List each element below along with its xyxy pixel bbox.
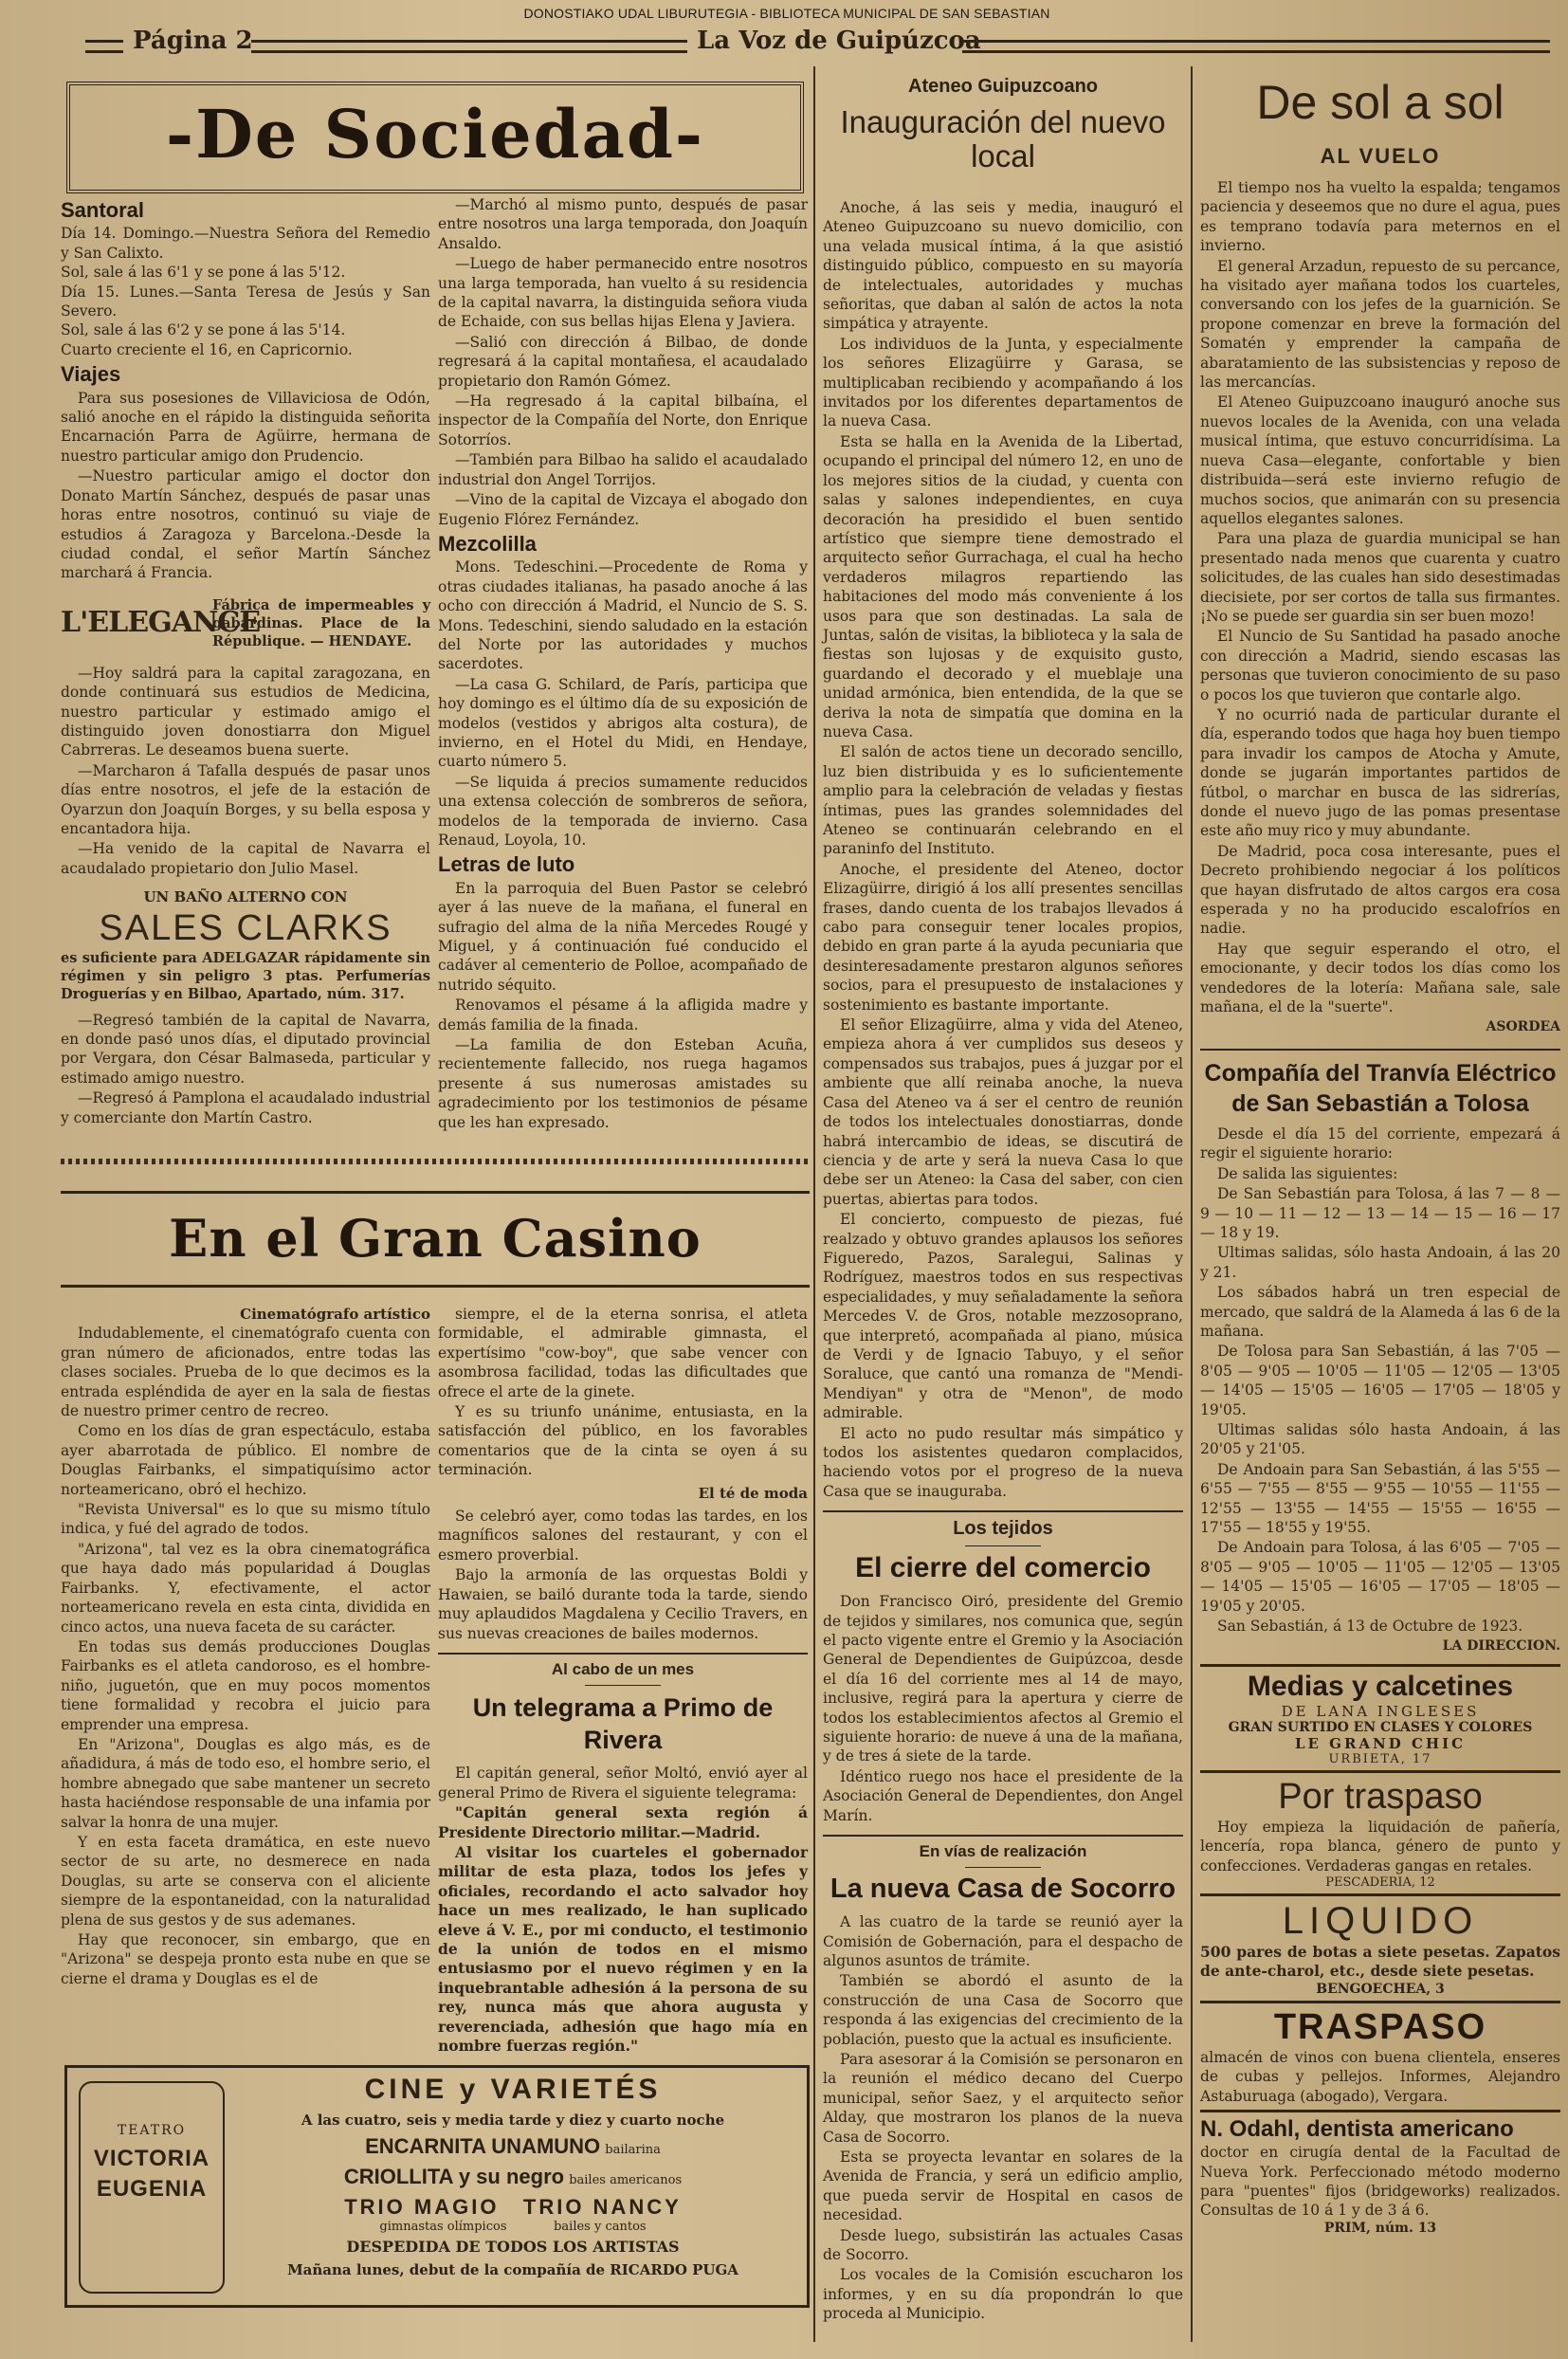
cine-act: ENCARNITA UNAMUNO [365,2134,601,2158]
cine-body [233,2074,793,2278]
tejidos-title: El cierre del comercio [855,1552,1151,1584]
traspaso2-text: almacén de vinos con buena clientela, enseres de cubas y pellejos. Informes, Alejandro Astaburuaga (abogado), Vergara. [1200,2048,1560,2105]
ateneo-paragraph: El señor Elizagüirre, alma y vida del Ateneo, empieza ahora á ver cumplidos sus deseos y compensados sus trabajos, pues á juzgar por el ambiente que allí reinaba anoche, la nueva Casa del Ateneo va á ser el centro de reunión de todos los intelectuales donostiarras, donde habrá intercambio de ideas, se discutirá de ciencia y de arte y será la nueva Casa lo que debe ser un Ateneo: la Casa del saber, con cien puertas, abiertas para todos. [823,1016,1183,1208]
sociedad-paragraph: —Marchó al mismo punto, después de pasar entre nosotros una larga temporada, don Joaquín Ansaldo. [438,196,808,252]
medias-title: Medias y calcetines [1247,1670,1514,1702]
primo-paragraph: "Capitán general sexta región á Presidente Directorio militar.—Madrid. [438,1803,808,1841]
medias-line: LE GRAND CHIC [1294,1734,1467,1752]
elegance-text: Fábrica de impermeables y gabardinas. Place de la République. — HENDAYE. [212,596,430,649]
sales-text: es suficiente para ADELGAZAR rápidamente sin régimen y sin peligro 3 ptas. Perfumerías Droguerías y en Bilbao, Apartado, núm. 317. [61,949,430,1002]
liquido-title: LIQUIDO [1282,1900,1479,1943]
cine-act-note: bailes americanos [569,2173,683,2187]
cine-ad [64,2065,810,2308]
letras-paragraph: En la parroquia del Buen Pastor se celebró ayer á las nueve de la mañana, el funeral en sufragio del alma de la niña Mercedes Rougé y Miguel, y á continuación fué conducido el cadáver al cementerio de Polloe, acompañado de nutrido séquito. [438,879,808,994]
casino-title-box [61,1191,810,1288]
ornament-divider [61,1159,810,1164]
casino-col1 [61,1305,430,1989]
tranvia-paragraph: Desde el día 15 del corriente, empezará á regir el siguiente horario: [1200,1125,1560,1162]
medias-line: GRAN SURTIDO EN CLASES Y COLORES [1228,1719,1533,1735]
cine-times: A las cuatro, seis y media tarde y diez y cuarto noche [301,2112,725,2129]
tejidos-paragraph: Don Francisco Oiró, presidente del Gremio de tejidos y similares, nos comunica que, según el pacto vigente entre el Gremio y la Asociación General de Dependientes de Guipúzcoa, desde el día 16 del corriente mes al 14 de mayo, inclusive, regirá para la apertura y cierre de todos los establecimientos afectos al Gremio el siguiente horario: de nueve á una de la mañana, y de tres á siete de la tarde. [823,1593,1183,1765]
sociedad-paragraph: —También para Bilbao ha salido el acaudalado industrial don Angel Torrijos. [438,451,808,488]
tranvia-signature: LA DIRECCION. [1442,1638,1560,1655]
medias-line: DE LANA INGLESES [1281,1702,1480,1720]
viajes-paragraph: Para sus posesiones de Villaviciosa de Odón, salió anoche en el rápido la distinguida señorita Encarnación Parra de Agüirre, hermana de nuestro particular amigo don Prudencio. [61,389,430,465]
elegance-logo: L'ELEGANCE [61,606,261,640]
tranvia-title: Compañía del Tranvía Eléctrico de San Sebastián a Tolosa [1204,1059,1557,1117]
tranvia-paragraph: Los sábados habrá un tren especial de mercado, que saldrá de la Alameda á las 6 de la mañana. [1200,1284,1560,1340]
dentista-title: N. Odahl, dentista americano [1200,2116,1514,2143]
desol-paragraph: El Ateneo Guipuzcoano inauguró anoche sus nuevos locales de la Avenida, con una velada musical íntima, que estuvo concurridísima. La nueva Casa—elegante, confortable y bien distribuida—será este invierno refugio de muchos socios, que animarán con su presencia aquellos elegantes salones. [1200,393,1560,527]
santoral-heading: Santoral [61,198,145,222]
mezcolilla-paragraph: —La casa G. Schilard, de París, participa que hoy domingo es el último día de su exposición de modelos (vestidos y abrigos alta costura), de invierno, en el Hotel du Midi, en Hendaye, cuarto número 5. [438,675,808,771]
casino-title: En el Gran Casino [169,1208,702,1269]
desol-paragraph: De Madrid, poca cosa interesante, pues el Decreto prohibiendo negociar á los políticos que hayan disfrutado de altos cargos era cosa esperada y no ha producido escalofríos en nadie. [1200,842,1560,938]
casino-paragraph: siempre, el de la eterna sonrisa, el atleta formidable, el admirable gimnasta, el expertísimo "cow-boy", que sabe vencer con asombrosa facilidad, todas las dificultades que ofrece el arte de la ginete. [438,1306,808,1400]
desol-paragraph: Hay que seguir esperando el otro, el emocionante, y decir todos los días como los vendedores de la lotería: Mañana sale, sale mañana, el de la "suerte". [1200,940,1560,1016]
santoral-line: Sol, sale á las 6'2 y se pone á las 5'14. [61,321,346,339]
letras-heading: Letras de luto [438,852,575,877]
viajes-paragraph: —Nuestro particular amigo el doctor don Donato Martín Sánchez, después de pasar unas horas entre nosotros, continuó su viaje de estudios á Zaragoza y Barcelona.-Desde la ciudad condal, el señor Martín Sánchez marchará á Francia. [61,467,430,582]
ateneo-paragraph: El salón de actos tiene un decorado sencillo, luz bien distribuida y es lo suficientemente amplio para la celebración de veladas y fiestas íntimas, pues las grandes solemnidades del Ateneo se continuarán celebrando en el paraninfo del Instituto. [823,743,1183,858]
sociedad-col2 [438,195,808,1133]
viajes-paragraph: —Regresó á Pamplona el acaudalado industrial y comerciante don Martín Castro. [61,1089,430,1126]
theatre-label: TEATRO [117,2123,187,2138]
cine-act: TRIO NANCY [522,2195,682,2219]
tejidos-paragraph: Idéntico ruego nos hace el presidente de la Asociación General de Dependientes, don Angel Marín. [823,1767,1183,1824]
theatre-name-2: EUGENIA [96,2176,208,2202]
casino-paragraph: "Revista Universal" es lo que su mismo título indica, y fué del agrado de todos. [61,1501,430,1538]
socorro-paragraph: Los vocales de la Comisión escucharon los informes, y en su día propondrán lo que proceda al Municipio. [823,2266,1183,2323]
cine-title: CINE y VARIETÉS [364,2074,662,2105]
casino-paragraph: Como en los días de gran espectáculo, estaba ayer abarrotada de público. El nombre de Douglas Fairbanks, el simpatiquísimo actor norteamericano, obró el hechizo. [61,1422,430,1498]
primo-kicker: Al cabo de un mes [551,1659,695,1678]
viajes-paragraph: —Regresó también de la capital de Navarra, en donde pasó unos días, el diputado provincial por Vergara, don César Balmaseda, particular y estimado amigo nuestro. [61,1011,430,1087]
sociedad-title: -De Sociedad- [166,95,704,174]
traspaso-text: Hoy empieza la liquidación de pañería, lencería, ropa blanca, género de punto y confecciones. Verdaderas gangas en retales. [1200,1818,1560,1874]
cine-act-note: gimnastas olímpicos [379,2220,507,2234]
casino-paragraph: "Arizona", tal vez es la obra cinematográfica que haya dado más popularidad á Douglas Fairbanks. Y, efectivamente, el actor norteamericano revela en esta cinta, dividida en cinco actos, una nueva faceta de su carácter. [61,1540,430,1636]
casino-paragraph: En "Arizona", Douglas es algo más, es de añadidura, á más de todo eso, el hombre serio, el hombre abnegado que sabe mantener un secreto hasta haciéndose responsable de una infamia por salvar la honra de una mujer. [61,1735,430,1831]
desol-signature: ASORDEA [1486,1019,1560,1035]
tranvia-paragraph: De salida las siguientes: [1217,1164,1398,1182]
casino-paragraph: Bajo la armonía de las orquestas Boldi y Hawaien, se bailó durante toda la tarde, siendo muy aplaudidos Magdalena y Cecilio Travers, en sus nuevas creaciones de bailes modernos. [438,1566,808,1642]
mezcolilla-paragraph: Mons. Tedeschini.—Procedente de Roma y otras ciudades italianas, ha pasado anoche á las ocho con dirección á Madrid, el Nuncio de S. S. Mons. Tedeschini, siendo saludado en la estación del Norte por las autoridades y muchos sacerdotes. [438,558,808,673]
archive-banner: DONOSTIAKO UDAL LIBURUTEGIA - BIBLIOTECA MUNICIPAL DE SAN SEBASTIAN [523,6,1050,21]
ateneo-paragraph: El acto no pudo resultar más simpático y todos los asistentes quedaron complacidos, haciendo votos por el progreso de la nueva Casa que se inauguraba. [823,1424,1183,1500]
liquido-address: BENGOECHEA, 3 [1316,1981,1445,1997]
cine-act: CRIOLLITA y su negro [343,2165,565,2188]
primo-title: Un telegrama a Primo de Rivera [472,1693,774,1755]
medias-ad [1200,1664,1560,1773]
letras-paragraph: Renovamos el pésame á la afligida madre y demás familia de la finada. [438,997,808,1033]
sociedad-paragraph: —Salió con dirección á Bilbao, de donde regresará á la capital montañesa, el acaudalado propietario don Ramón Gómez. [438,333,808,390]
sociedad-paragraph: —Luego de haber permanecido entre nosotros una larga temporada, han vuelto á su residencia de la capital navarra, la distinguida señora viuda de Echaide, con sus bellas hijas Elena y Javiera. [438,255,808,331]
desol-paragraph: El Nuncio de Su Santidad ha pasado anoche con dirección a Madrid, siendo escasas las personas que tuvieron conocimiento de su paso o pocos los que tuvieron que contarle algo. [1200,628,1560,704]
header-rule-mid [251,40,687,53]
dentista-text: doctor en cirugía dental de la Facultad de Nueva York. Perfeccionado método moderno para "puentes" fijos (bridgeworks) realizados. Consultas de 10 á 1 y de 3 á 6. [1200,2144,1560,2220]
viajes-paragraph: —Hoy saldrá para la capital zaragozana, en donde continuará sus estudios de Medicina, nuestro particular y estimado amigo el distinguido joven donostiarra don Miguel Cabrreras. Le deseamos buena suerte. [61,664,430,759]
socorro-paragraph: A las cuatro de la tarde se reunió ayer la Comisión de Gobernación, para el despacho de algunos asuntos de trámite. [823,1913,1183,1969]
ateneo-title: Inauguración del nuevo local [840,104,1166,174]
primo-paragraph: Al visitar los cuarteles el gobernador militar de esta plaza, todos los jefes y oficiales, recordando el acto salvador hoy hace un mes realizado, le han suplicado eleve á V. E., por mi conducto, el testimonio de la unión de todos en el mismo entusiasmo por el nuevo régimen y en la inquebrantable adhesión á la persona de su rey, nunca más que ahora augusta y reverenciada, adhesión que hago mía en nombre fuerzas región." [438,1842,808,2055]
tranvia-paragraph: De Andoain para San Sebastián, á las 5'55 — 6'55 — 7'55 — 8'55 — 9'55 — 10'55 — 11'55 — 12'55 — 13'55 — 14'55 — 15'55 — 16'55 — 17'55 — 18'55 y 19'55. [1200,1460,1560,1536]
santoral-line: Sol, sale á las 6'1 y se pone á las 5'12. [61,264,346,282]
sales-kicker: UN BAÑO ALTERNO CON [143,888,348,906]
cine-debut: Mañana lunes, debut de la compañía de RICARDO PUGA [287,2261,738,2278]
tranvia-paragraph: Ultimas salidas sólo hasta Andoain, á las 20'05 y 21'05. [1200,1420,1560,1458]
viajes-paragraph: —Ha venido de la capital de Navarra el acaudalado propietario don Julio Masel. [61,840,430,877]
tranvia-paragraph: De Andoain para Tolosa, á las 6'05 — 7'05 — 8'05 — 9'05 — 10'05 — 11'05 — 12'05 — 13'05 — 14'05 — 15'05 — 16'05 — 17'05 — 18'05 — 19'05 y 20'05. [1200,1539,1560,1615]
casino-paragraph: Y es su triunfo unánime, entusiasta, en la satisfacción del público, en los favorables comentarios que de la cinta se oyen á su terminación. [438,1403,808,1479]
ateneo-paragraph: Anoche, el presidente del Ateneo, doctor Elizagüirre, dirigió á los allí presentes sencillas frases, dando cuenta de los trabajos llevados á cabo para conseguir tener locales propios, debido en gran parte á la ayuda pecuniaria que desinteresadamente prestaron algunos señores socios, para el presupuesto de instalaciones y sostenimiento es bastante importante. [823,860,1183,1014]
casino-kicker: Cinematógrafo artístico [240,1306,430,1323]
desol-paragraph: El tiempo nos ha vuelto la espalda; tengamos paciencia y deseemos que no dure el agua, pues es temprano todavía para meternos en el invierno. [1200,179,1560,255]
ateneo-column [823,76,1183,2325]
column-rule-1 [813,66,815,2342]
viajes-paragraph: —Marcharon á Tafalla después de pasar unos días entre nosotros, el jefe de la estación de Oyarzun don Joaquín Borges, y su bella esposa y encantadora hija. [61,761,430,837]
sociedad-col1 [61,195,430,1128]
sociedad-paragraph: —Vino de la capital de Vizcaya el abogado don Eugenio Flórez Fernández. [438,491,808,528]
socorro-kicker: En vías de realización [919,1842,1087,1861]
victoria-eugenia-logo [79,2081,225,2294]
elegance-ad [61,596,430,650]
sociedad-title-box [66,82,804,193]
socorro-paragraph: También se abordó el asunto de la construcción de una Casa de Socorro que responda á las exigencias del crecimiento de la población, puesto que la actual es insuficiente. [823,1972,1183,2048]
socorro-paragraph: Esta se proyecta levantar en solares de la Avenida de Francia, y será un edificio amplio, que pueda servir de Hospital en casos de necesidad. [823,2148,1183,2224]
te-heading: El té de moda [698,1484,808,1502]
traspaso-ad [1200,1773,1560,1896]
desol-title: De sol a sol [1256,76,1504,129]
tranvia-paragraph: San Sebastián, á 13 de Octubre de 1923. [1217,1618,1523,1636]
tranvia-paragraph: Ultimas salidas, sólo hasta Andoain, á las 20 y 21. [1200,1244,1560,1281]
liquido-ad [1200,1896,1560,2003]
desol-paragraph: Para una plaza de guardia municipal se han presentado nada menos que cuarenta y cuatro solicitudes, de las cuales han sido desestimadas diecisiete, por ser cortos de talla sus firmantes. ¡No se puede ser guardia sin ser buen mozo! [1200,530,1560,625]
dentista-ad [1200,2112,1560,2240]
mezcolilla-heading: Mezcolilla [438,531,537,556]
ateneo-paragraph: El concierto, compuesto de piezas, fué realzado y obtuvo grandes aplausos los señores Figueredo, Pazos, Saralegui, Salinas y Rodríguez, maestros todos en sus respectivas especialidades, y muy señaladamente la señora Mercedes V. de Gros, notable mezzosoprano, que interpretó, acompañada al piano, música de Verdi y de Ignacio Tabuyo, y el señor Soraluce, que cantó una romanza de "Mendi-Mendiyan" y otra de "Menon", de modo admirable. [823,1211,1183,1422]
ateneo-paragraph: Los individuos de la Junta, y especialmente los señores Elizagüirre y Garasa, se multiplicaban recibiendo y acompañando á los invitados por los diferentes departamentos de la nueva Casa. [823,335,1183,430]
tranvia-paragraph: De San Sebastián para Tolosa, á las 7 — 8 — 9 — 10 — 11 — 12 — 13 — 14 — 15 — 16 — 17 — 18 y 19. [1200,1185,1560,1241]
header-rule-left [85,40,123,53]
page-label: Página 2 [133,27,253,55]
masthead: La Voz de Guipúzcoa [697,27,981,55]
socorro-title: La nueva Casa de Socorro [830,1874,1176,1905]
desol-column [1200,74,1560,2240]
viajes-heading: Viajes [61,362,121,387]
header-rule-right [962,40,1550,53]
casino-paragraph: Y en esta faceta dramática, en este nuevo sector de su arte, no desmerece en nada Douglas, su arte se conserva con el aliciente siempre de la espontaneidad, con la naturalidad plena de sus gestos y de sus ademanes. [61,1833,430,1929]
desol-paragraph: El general Arzadun, repuesto de su percance, ha visitado ayer mañana todos los cuarteles, conversando con los jefes de la guarnición. Se propone comenzar en breve la formación del Somatén y emprender la campaña de abaratamiento de las subsistencias y reposo de las mercancías. [1200,257,1560,392]
ateneo-paragraph: Esta se halla en la Avenida de la Libertad, ocupando el principal del número 12, en uno de los mejores sitios de la ciudad, y cuenta con salas y salones independientes, en cuya decoración ha presidido el buen sentido artístico que siempre tiene demostrado el arquitecto señor Gurrachaga, el cual ha hecho verdaderos milagros repartiendo las habitaciones del modo más conveniente á los usos para que son destinadas. La sala de Juntas, salón de visitas, la biblioteca y la sala de fiestas son lujosas y de exquisito gusto, guardando el decorado y el mueblaje una unidad armónica, bien entendida, de la que se deriva la nota de simpatía que domina en la nueva Casa. [823,432,1183,741]
traspaso-address: PESCADERIA, 12 [1325,1875,1435,1891]
casino-paragraph: Indudablemente, el cinematógrafo cuenta con gran número de aficionados, entre todas las clases sociales. Prueba de lo que decimos es la entrada espléndida de ayer en la sala de fiestas de nuestro primer centro de recreo. [61,1325,430,1420]
ateneo-kicker: Ateneo Guipuzcoano [908,76,1098,97]
casino-col2 [438,1305,808,2057]
desol-kicker: AL VUELO [1320,144,1441,168]
sales-title: SALES CLARKS [99,907,392,948]
tranvia-paragraph: De Tolosa para San Sebastián, á las 7'05 — 8'05 — 9'05 — 10'05 — 11'05 — 12'05 — 13'05 — 14'05 — 15'05 — 16'05 — 17'05 — 18'05 y 19'05. [1200,1343,1560,1418]
ateneo-paragraph: Anoche, á las seis y media, inauguró el Ateneo Guipuzcoano su nuevo domicilio, con una velada musical íntima, á la que asistió distinguido público, compuesto en su mayoría de intelectuales, autoridades y muchas señoritas, que daban al salón de actos la nota simpática y atrayente. [823,199,1183,333]
liquido-text: 500 pares de botas a siete pesetas. Zapatos de ante-charol, etc., desde siete pesetas. [1200,1943,1560,1981]
tejidos-kicker: Los tejidos [953,1518,1053,1540]
cine-act: TRIO MAGIO [344,2195,500,2219]
cine-act-note: bailes y cantos [554,2220,647,2234]
desol-paragraph: Y no ocurrió nada de particular durante el día, esperando todos que haga hoy buen tiempo para invadir los campos de Atocha y Amute, donde se jugarán importantes partidos de fútbol, o marchar en busca de las sidrerías, donde el nuevo jugo de las pomas presentase este año muy rico y muy abundante. [1200,705,1560,840]
primo-paragraph: El capitán general, señor Moltó, envió ayer al general Primo de Rivera el siguiente telegrama: [438,1765,808,1801]
cine-act-note: bailarina [605,2143,661,2157]
sales-clarks-ad [61,887,430,1002]
dentista-address: PRIM, núm. 13 [1323,2220,1437,2236]
cine-farewell: DESPEDIDA DE TODOS LOS ARTISTAS [346,2238,680,2256]
socorro-paragraph: Desde luego, subsistirán las actuales Casas de Socorro. [823,2226,1183,2263]
santoral-line: Día 14. Domingo.—Nuestra Señora del Remedio y San Calixto. [61,225,430,262]
socorro-paragraph: Para asesorar á la Comisión se personaron en la reunión el médico decano del Cuerpo municipal, señor Saez, y el arquitecto señor Alday, que mostraron los planos de la nueva Casa de Socorro. [823,2050,1183,2146]
casino-paragraph: Hay que reconocer, sin embargo, que en "Arizona" se despeja pronto esta nube en que se cierne el drama y Douglas es el de [61,1931,430,1987]
traspaso2-title: TRASPASO [1273,2006,1487,2047]
theatre-name-1: VICTORIA [93,2146,210,2171]
mezcolilla-paragraph: —Se liquida á precios sumamente reducidos una extensa colección de sombreros de señora, modelos de la temporada de invierno. Casa Renaud, Loyola, 10. [438,773,808,849]
traspaso-title: Por traspaso [1278,1776,1483,1817]
medias-line: URBIETA, 17 [1328,1751,1432,1766]
sociedad-paragraph: —Ha regresado á la capital bilbaína, el inspector de la Compañía del Norte, don Enrique Sotorríos. [438,393,808,448]
santoral-line: Día 15. Lunes.—Santa Teresa de Jesús y San Severo. [61,283,430,320]
traspaso2-ad [1200,2003,1560,2112]
santoral-line: Cuarto creciente el 16, en Capricornio. [61,340,353,358]
casino-paragraph: Se celebró ayer, como todas las tardes, en los magníficos salones del restaurant, y con el esmero proverbial. [438,1508,808,1564]
column-rule-2 [1191,66,1193,2342]
letras-paragraph: —La familia de don Esteban Acuña, recientemente fallecido, nos ruega hagamos presente á sus numerosas amistades su agradecimiento por los testimonios de pésame que les han expresado. [438,1036,808,1131]
casino-paragraph: En todas sus demás producciones Douglas Fairbanks es el atleta candoroso, es el hombre-niño, juguetón, que en muy pocos momentos tiene formalidad y recobra el juicio para emprender una empresa. [61,1637,430,1733]
